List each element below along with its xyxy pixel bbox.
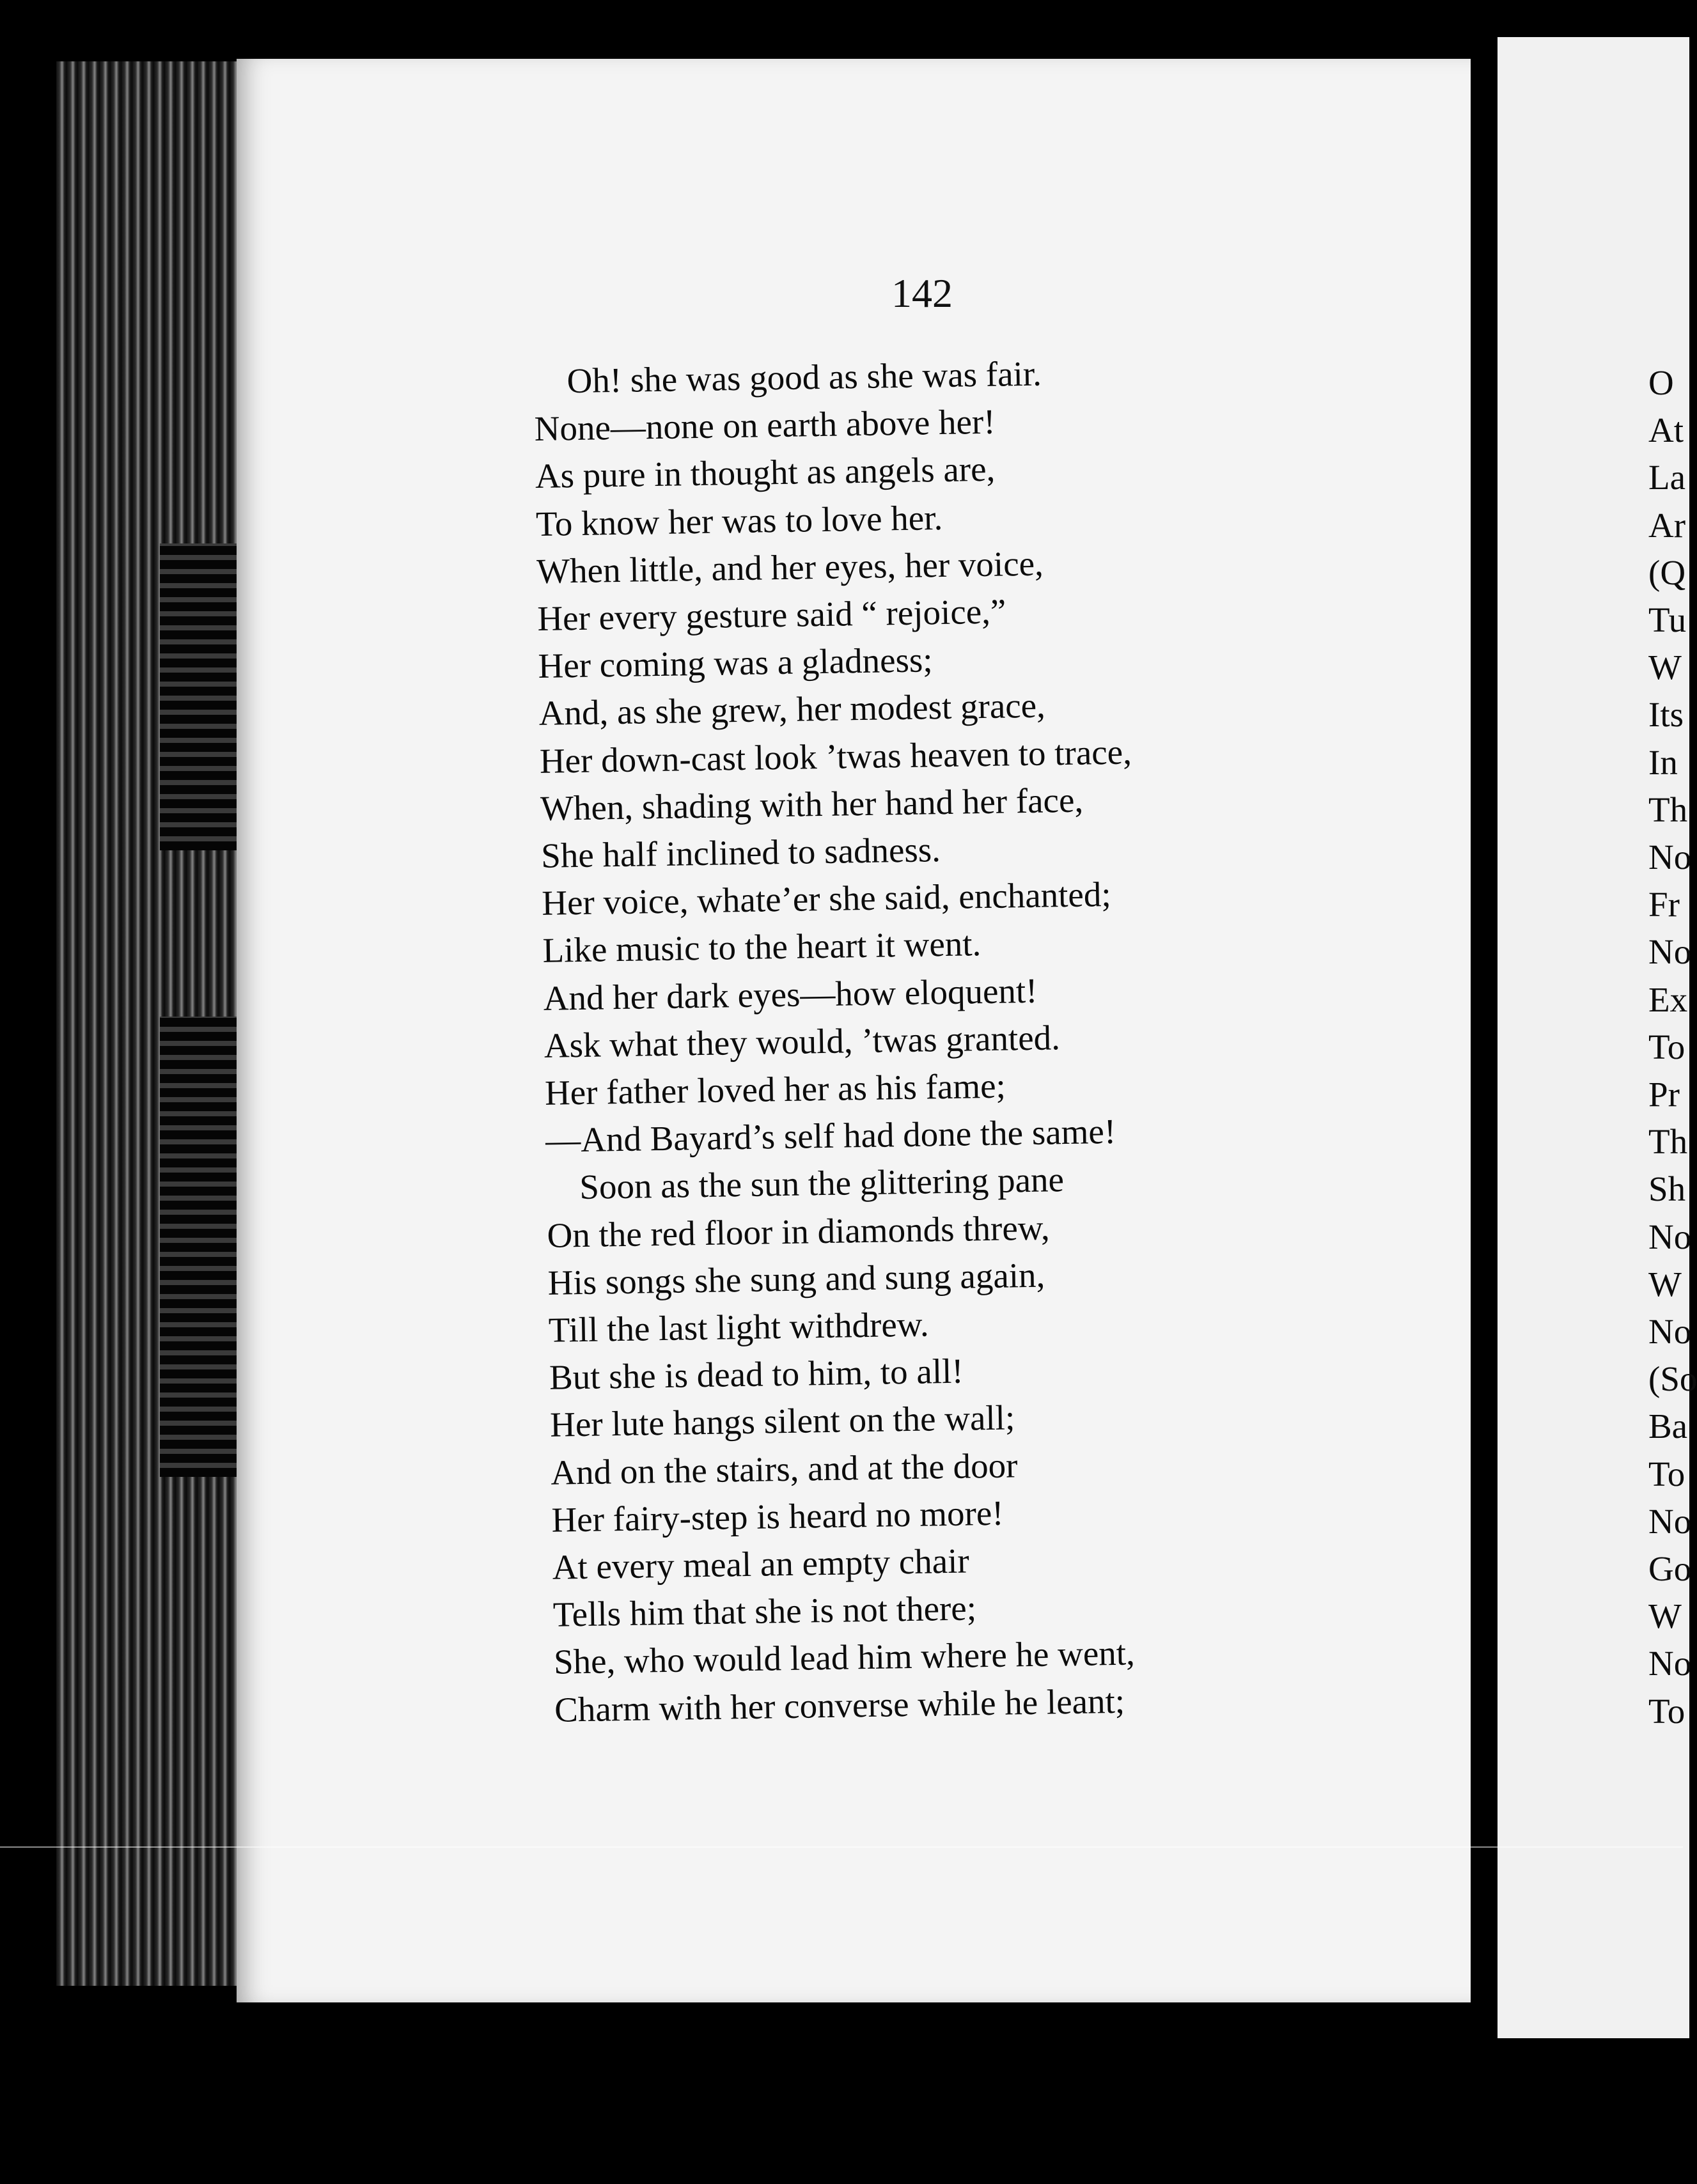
poem-line: None—none on earth above her!: [534, 402, 996, 449]
facing-page-line-fragment: To: [1648, 1454, 1685, 1494]
book-gutter: [1471, 38, 1499, 2148]
poem-line: Ask what they would, ’twas granted.: [544, 1018, 1061, 1065]
facing-page-line-fragment: Ba: [1648, 1407, 1688, 1446]
poem-line: And on the stairs, and at the door: [550, 1445, 1018, 1492]
poem-line: Her lute hangs silent on the wall;: [549, 1398, 1015, 1445]
facing-page-line-fragment: W: [1648, 1264, 1682, 1304]
facing-page-line-fragment: Tu: [1648, 600, 1687, 640]
facing-page-line-fragment: La: [1648, 458, 1686, 497]
poem-line: —And Bayard’s self had done the same!: [545, 1112, 1116, 1160]
poem-line: Her every gesture said “ rejoice,”: [536, 591, 1006, 638]
poem-line: Her father loved her as his fame;: [544, 1066, 1006, 1112]
poem-line: To know her was to love her.: [535, 497, 943, 543]
page-edge-tab: [160, 543, 243, 850]
facing-page-line-fragment: Th: [1648, 790, 1688, 829]
facing-page-line-fragment: No: [1648, 1644, 1692, 1683]
facing-page-line-fragment: No: [1648, 932, 1692, 972]
poem-line: As pure in thought as angels are,: [535, 449, 996, 496]
page-number: 142: [891, 270, 953, 316]
facing-page-line-fragment: No: [1648, 1312, 1692, 1352]
facing-page-line-fragment: (So: [1648, 1359, 1697, 1399]
poem-line: Her coming was a gladness;: [538, 640, 934, 686]
poem-text: [533, 346, 1310, 1733]
poem-line: At every meal an empty chair: [552, 1541, 970, 1587]
poem-line: When little, and her eyes, her voice,: [536, 543, 1044, 591]
poem-line: His songs she sung and sung again,: [547, 1255, 1045, 1302]
facing-page-line-fragment: In: [1648, 742, 1678, 782]
poem-line: Her fairy-step is heard no more!: [551, 1493, 1005, 1540]
poem-line: She half inclined to sadness.: [540, 830, 941, 875]
poem-line: But she is dead to him, to all!: [549, 1351, 964, 1398]
poem-line: Charm with her converse while he leant;: [554, 1681, 1125, 1729]
facing-page-line-fragment: W: [1648, 1596, 1682, 1636]
poem-line: Like music to the heart it went.: [542, 924, 981, 971]
facing-page-line-fragment: O: [1648, 363, 1674, 402]
facing-page-line-fragment: No: [1648, 838, 1692, 877]
facing-page-text: [1648, 359, 1697, 1735]
poem-line: Tells him that she is not there;: [552, 1588, 977, 1635]
poem-line: Soon as the sun the glittering pane: [579, 1160, 1065, 1207]
poem-line: Her voice, whate’er she said, enchanted;: [541, 875, 1112, 923]
poem-line: When, shading with her hand her face,: [540, 780, 1084, 828]
facing-page-line-fragment: Pr: [1648, 1075, 1680, 1114]
poem-line: On the red floor in diamonds threw,: [547, 1208, 1051, 1255]
facing-page-line-fragment: W: [1648, 648, 1682, 687]
facing-page-line-fragment: No: [1648, 1501, 1692, 1541]
facing-page-line-fragment: Th: [1648, 1122, 1688, 1162]
poem-line: Oh! she was good as she was fair.: [567, 354, 1042, 401]
page-edge-tab: [160, 1017, 243, 1477]
poem-line: And, as she grew, her modest grace,: [538, 685, 1046, 733]
facing-page-line-fragment: Ex: [1648, 979, 1688, 1019]
poem-line: Her down-cast look ’twas heaven to trace,: [539, 732, 1132, 781]
facing-page-line-fragment: No: [1648, 1217, 1692, 1256]
facing-page-line-fragment: Ar: [1648, 505, 1686, 545]
facing-page-line-fragment: Fr: [1648, 885, 1680, 924]
facing-page-line-fragment: (Q: [1648, 552, 1686, 592]
facing-page-line-fragment: At: [1648, 410, 1684, 450]
poem-line: She, who would lead him where he went,: [553, 1633, 1136, 1682]
scan-artifact-line: [0, 1846, 1683, 1848]
poem-line: Till the last light withdrew.: [548, 1304, 930, 1350]
poem-line: And her dark eyes—how eloquent!: [543, 971, 1038, 1018]
facing-page-line-fragment: To: [1648, 1691, 1685, 1731]
facing-page-line-fragment: To: [1648, 1027, 1685, 1066]
facing-page-line-fragment: Its: [1648, 695, 1684, 735]
facing-page-line-fragment: Go: [1648, 1549, 1692, 1589]
facing-page-line-fragment: Sh: [1648, 1169, 1686, 1209]
